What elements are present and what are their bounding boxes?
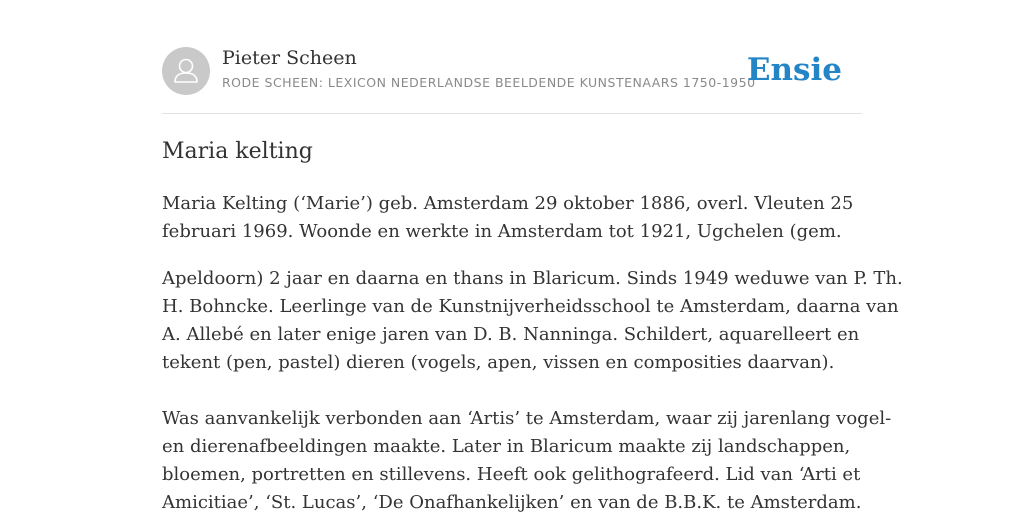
paragraph-line: Was aanvankelijk verbonden aan ‘Artis’ te Amsterdam, waar zij jarenlang vogel- xyxy=(162,408,892,429)
author-name[interactable]: Pieter Scheen xyxy=(222,47,357,69)
article-title: Maria kelting xyxy=(162,139,313,164)
paragraph-line: Maria Kelting (‘Marie’) geb. Amsterdam 29 oktober 1886, overl. Vleuten 25 xyxy=(162,193,854,214)
paragraph-line: Amicitiae’, ‘St. Lucas’, ‘De Onafhankelijken’ en van de B.B.K. te Amsterdam. xyxy=(162,492,862,513)
paragraph-line: bloemen, portretten en stillevens. Heeft ook gelithografeerd. Lid van ‘Arti et xyxy=(162,464,861,485)
ensie-logo[interactable]: Ensie xyxy=(746,52,842,88)
paragraph-line: februari 1969. Woonde en werkte in Amsterdam tot 1921, Ugchelen (gem. xyxy=(162,221,842,242)
paragraph-line: Apeldoorn) 2 jaar en daarna en thans in Blaricum. Sinds 1949 weduwe van P. Th. xyxy=(162,268,903,289)
paragraph-line: en dierenafbeeldingen maakte. Later in Blaricum maakte zij landschappen, xyxy=(162,436,851,457)
user-avatar-icon[interactable] xyxy=(162,47,210,95)
paragraph-line: A. Allebé en later enige jaren van D. B. Nanninga. Schildert, aquarelleert en xyxy=(162,324,860,345)
article-paragraph-3 xyxy=(162,405,892,517)
article-header xyxy=(162,47,862,95)
article-paragraph-1 xyxy=(162,190,862,246)
paragraph-line: tekent (pen, pastel) dieren (vogels, apen, vissen en composities daarvan). xyxy=(162,352,835,373)
source-label[interactable]: RODE SCHEEN: LEXICON NEDERLANDSE BEELDENDE KUNSTENAARS 1750-1950 xyxy=(222,75,756,90)
paragraph-line: H. Bohncke. Leerlinge van de Kunstnijverheidsschool te Amsterdam, daarna van xyxy=(162,296,899,317)
user-silhouette-icon xyxy=(162,47,210,95)
article-paragraph-2 xyxy=(162,265,903,377)
header-divider xyxy=(162,113,862,114)
